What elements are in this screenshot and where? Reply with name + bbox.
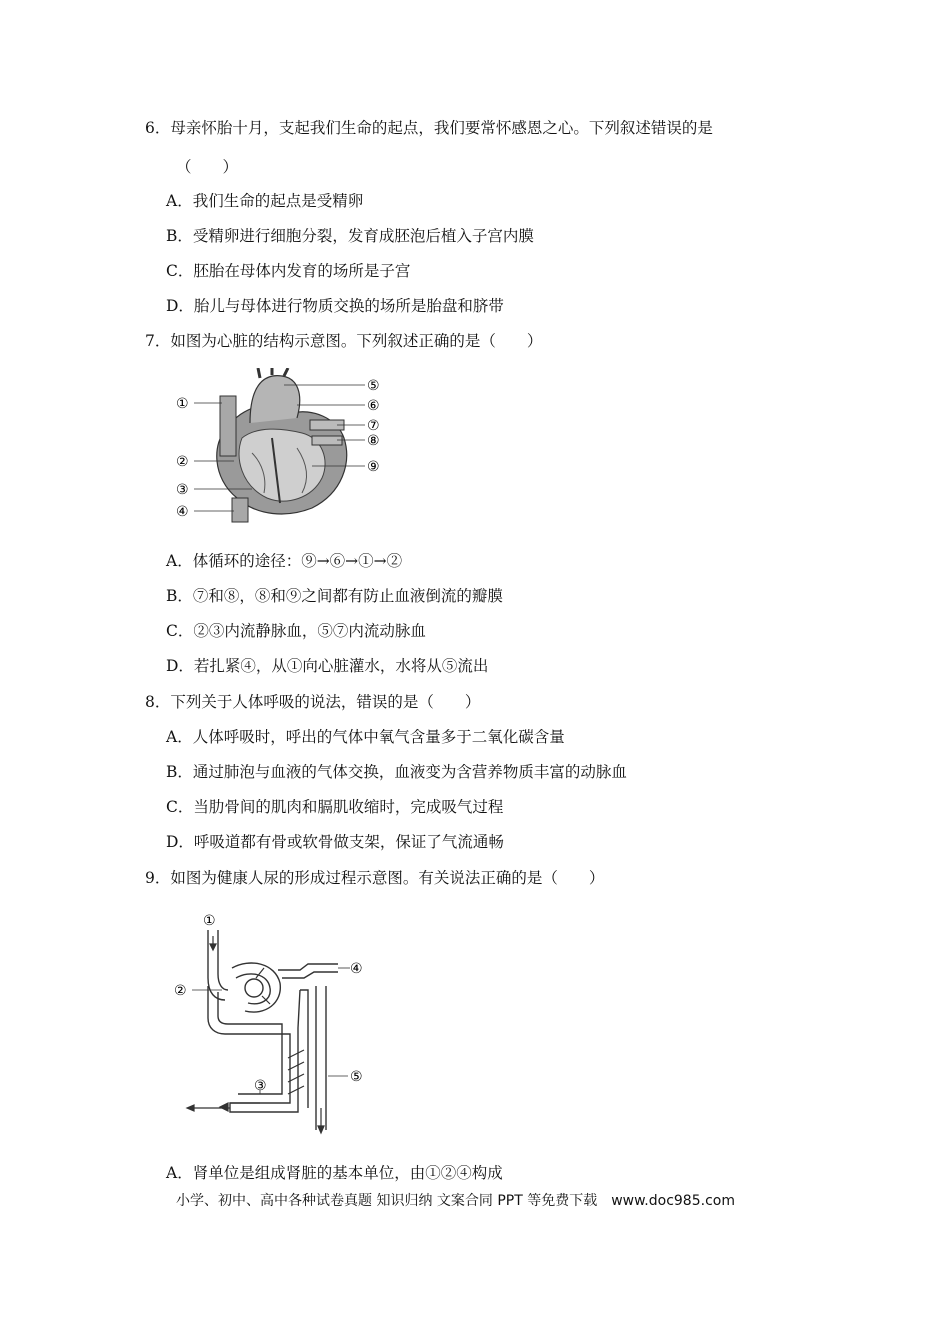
heart-label-8: ⑧	[367, 433, 380, 449]
q7-option-d: D．若扎紧④，从①向心脏灌水，水将从⑤流出	[166, 657, 489, 675]
question-8-stem: 8．下列关于人体呼吸的说法，错误的是（ ）	[145, 693, 481, 711]
nephron-label-1: ①	[203, 913, 216, 929]
q6-option-a: A．我们生命的起点是受精卵	[166, 192, 364, 210]
question-9-stem: 9．如图为健康人尿的形成过程示意图。有关说法正确的是（ ）	[145, 869, 605, 887]
question-6-paren: （ ）	[176, 158, 239, 176]
q7-option-c: C．②③内流静脉血，⑤⑦内流动脉血	[166, 622, 426, 640]
page-footer: 小学、初中、高中各种试卷真题 知识归纳 文案合同 PPT 等免费下载 www.doc985.com	[176, 1193, 735, 1209]
heart-label-4: ④	[176, 504, 189, 520]
nephron-label-4: ④	[350, 961, 363, 977]
q7-option-a: A．体循环的途径：⑨→⑥→①→②	[166, 552, 403, 570]
heart-diagram	[172, 368, 392, 523]
q8-option-c: C．当肋骨间的肌肉和膈肌收缩时，完成吸气过程	[166, 798, 504, 816]
question-7-stem: 7．如图为心脏的结构示意图。下列叙述正确的是（ ）	[145, 332, 543, 350]
nephron-label-2: ②	[174, 983, 187, 999]
q9-option-a: A．肾单位是组成肾脏的基本单位，由①②④构成	[166, 1164, 503, 1182]
q8-option-a: A．人体呼吸时，呼出的气体中氧气含量多于二氧化碳含量	[166, 728, 565, 746]
q6-option-d: D．胎儿与母体进行物质交换的场所是胎盘和脐带	[166, 297, 504, 315]
heart-label-7: ⑦	[367, 418, 380, 434]
heart-label-6: ⑥	[367, 398, 380, 414]
nephron-label-3: ③	[254, 1078, 267, 1094]
question-6-stem: 6．母亲怀胎十月，支起我们生命的起点，我们要常怀感恩之心。下列叙述错误的是	[145, 119, 713, 137]
heart-label-3: ③	[176, 482, 189, 498]
q8-option-d: D．呼吸道都有骨或软骨做支架，保证了气流通畅	[166, 833, 504, 851]
heart-label-5: ⑤	[367, 378, 380, 394]
q6-option-b: B．受精卵进行细胞分裂，发育成胚泡后植入子宫内膜	[166, 227, 534, 245]
q7-option-b: B．⑦和⑧，⑧和⑨之间都有防止血液倒流的瓣膜	[166, 587, 503, 605]
q6-option-c: C．胚胎在母体内发育的场所是子宫	[166, 262, 411, 280]
heart-label-2: ②	[176, 454, 189, 470]
nephron-diagram	[170, 908, 380, 1138]
heart-label-9: ⑨	[367, 459, 380, 475]
heart-label-1: ①	[176, 396, 189, 412]
nephron-label-5: ⑤	[350, 1069, 363, 1085]
q8-option-b: B．通过肺泡与血液的气体交换，血液变为含营养物质丰富的动脉血	[166, 763, 627, 781]
